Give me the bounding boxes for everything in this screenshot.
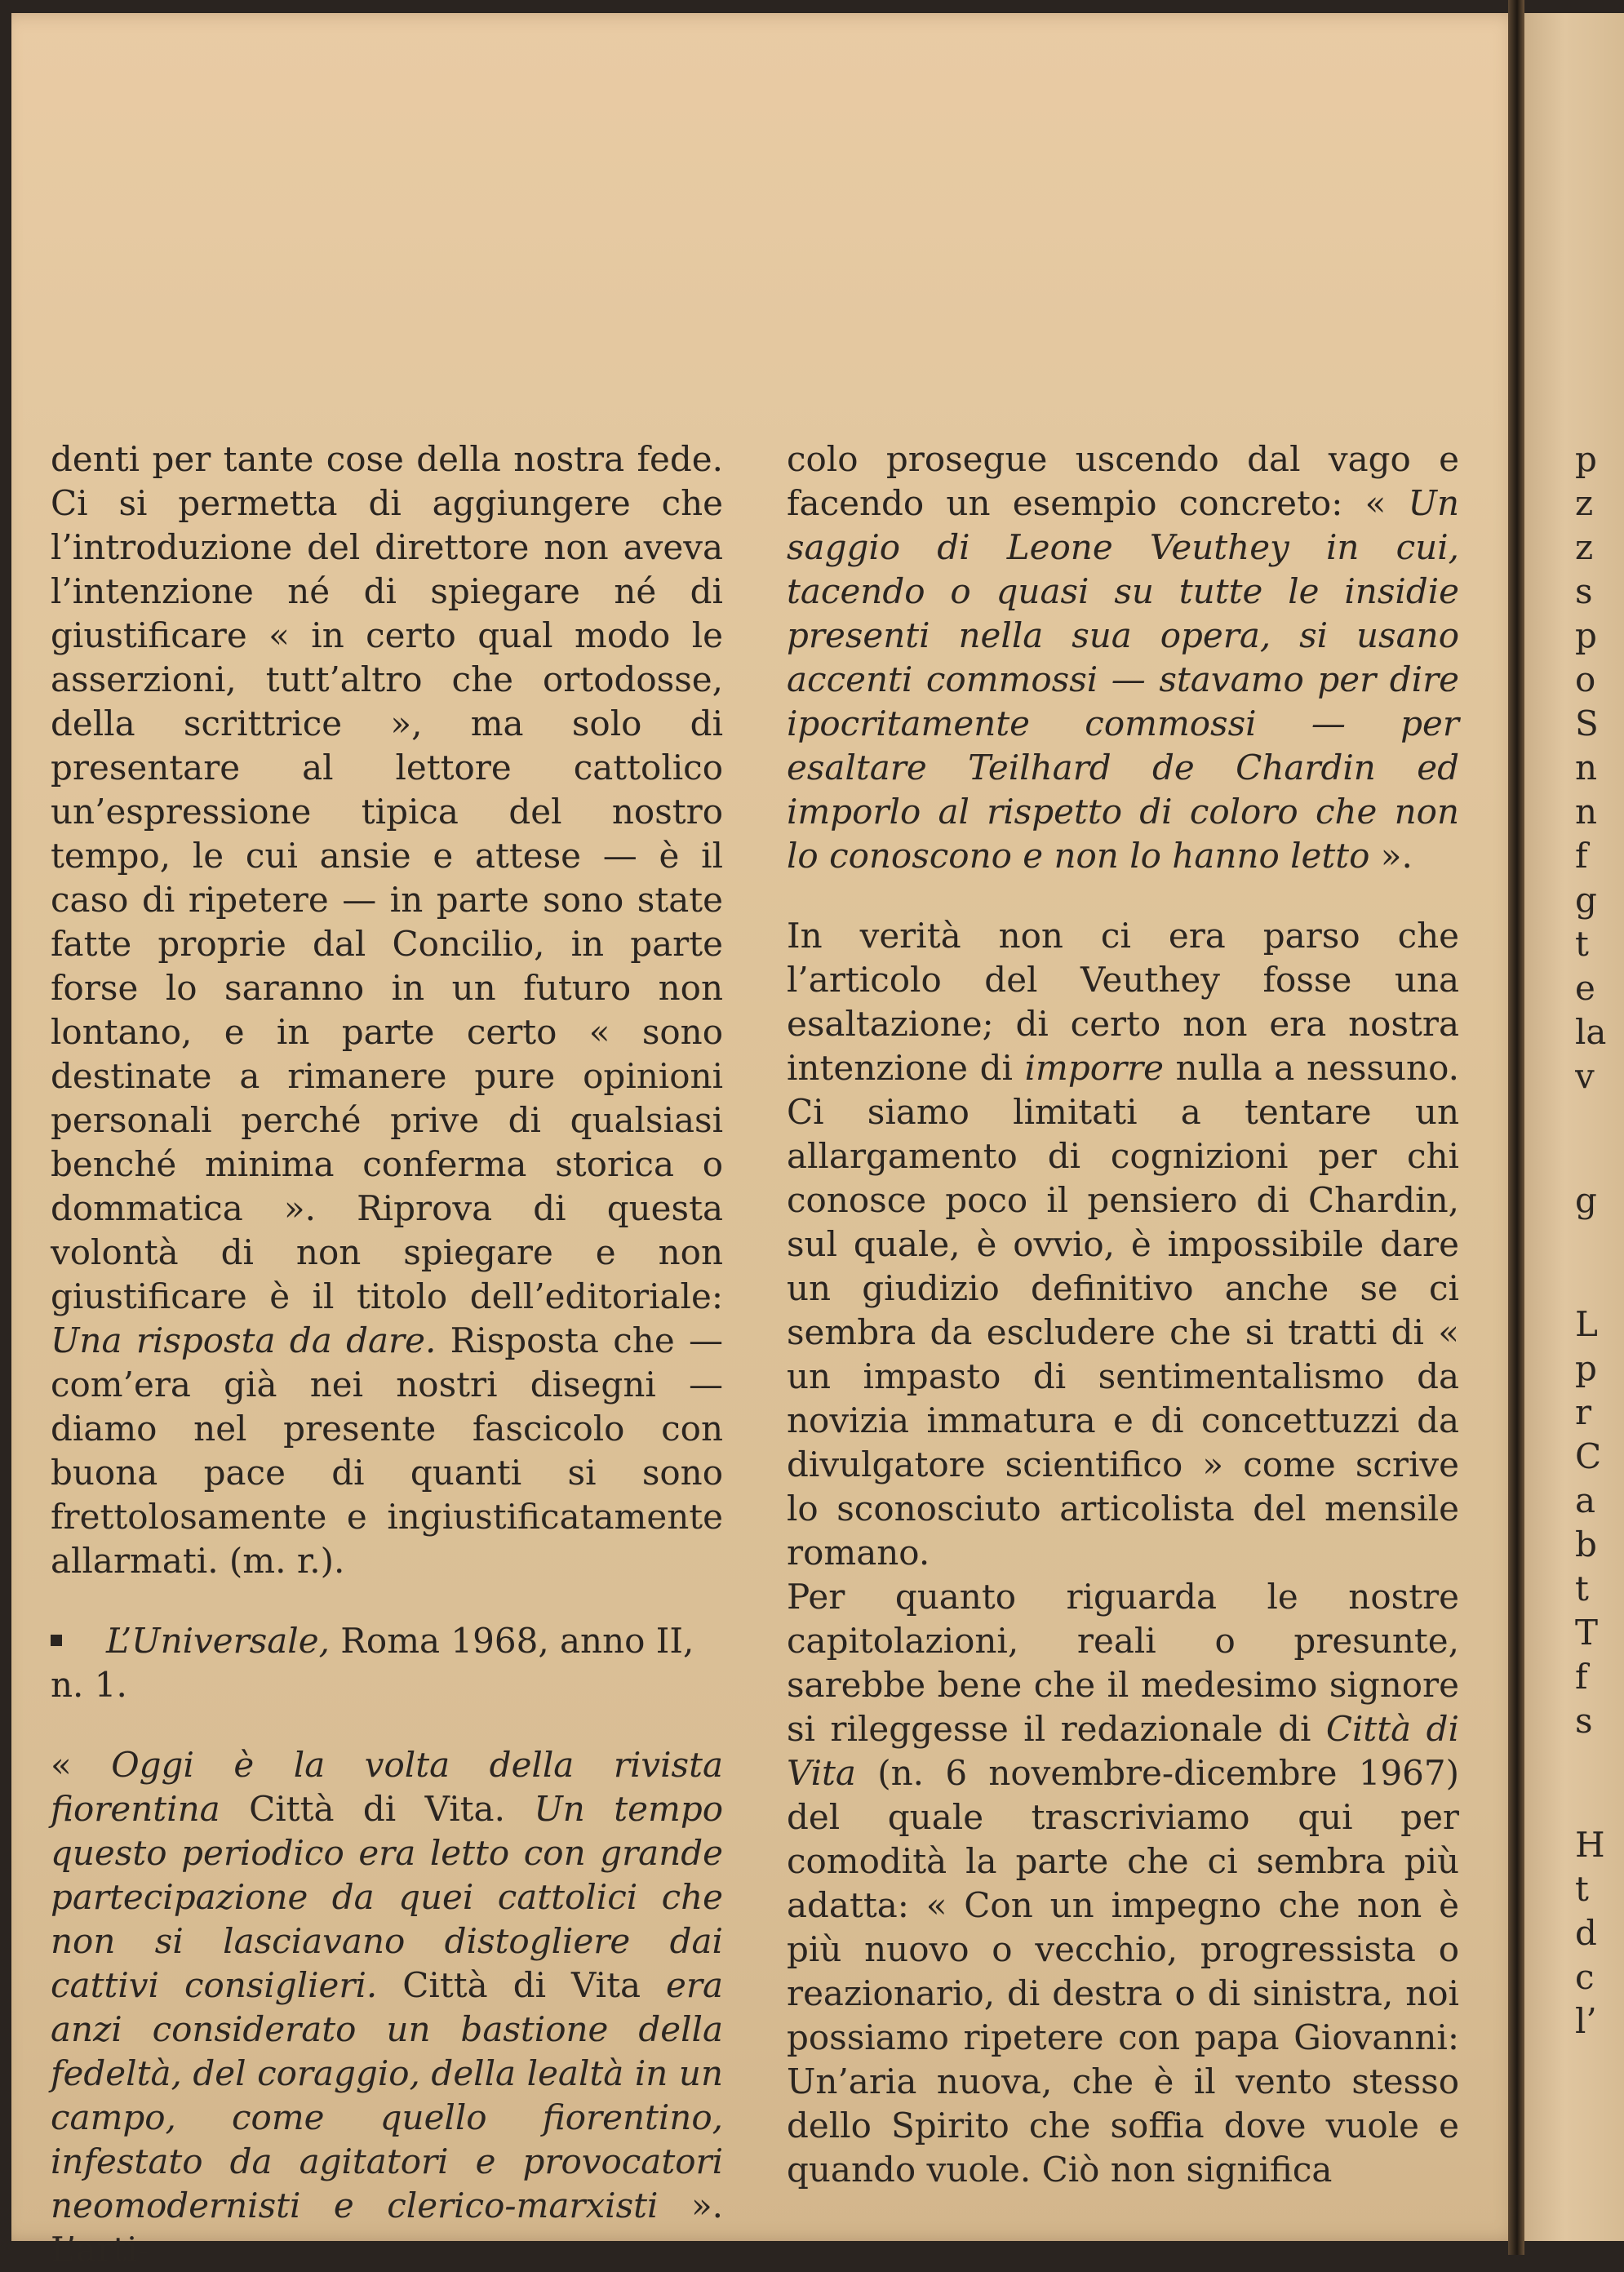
right-paragraph-2: In verità non ci era parso che l’articolo del Veuthey fosse una esaltazione; di certo non era nostra intenzione di imporre nulla a nessuno. Ci siamo limitati a tentare un allargamento di cognizioni per chi conosce poco il pensiero di Chardin, sul quale, è ovvio, è impossibile dare un giudizio definitivo anche se ci sembra da escludere che si tratti di « un impasto di sentimentalismo da novizia immatura e di concettuzzi da divulgatore scientifico » come scrive lo sconosciuto articolista del mensile romano.	[787, 916, 1459, 1573]
next-page-text-fragments: p z z s p o S n n f g t e la v g L p r C a b t T f s H t d c l’	[1575, 439, 1607, 2041]
bullet-marker	[51, 1635, 62, 1646]
left-paragraph-1: denti per tante cose della nostra fede. Ci si permetta di aggiungere che l’introduzione del direttore non aveva l’intenzione né di spiegare né di giustificare « in certo qual modo le asserzioni, tutt’altro che ortodosse, della scrittrice », ma solo di presentare al lettore cattolico un’espressione tipica del nostro tempo, le cui ansie e attese — è il caso di ripetere — in parte sono state fatte proprie dal Concilio, in parte forse lo saranno in un futuro non lontano, e in parte certo « sono destinate a rimanere pure opinioni personali perché prive di qualsiasi benché minima conferma storica o dommatica ». Riprova di questa volontà di non spiegare e non giustificare è il titolo dell’editoriale: Una risposta da dare. Risposta che — com’era già nei nostri disegni — diamo nel presente fascicolo con buona pace di quanti si sono frettolosamente e ingiustificatamente allarmati. (m. r.).	[51, 439, 723, 1581]
right-paragraph-1: colo prosegue uscendo dal vago e facendo un esempio concreto: « Un saggio di Leone Veuthey in cui, tacendo o quasi su tutte le insidie presenti nella sua opera, si usano accenti commossi — stavamo per dire ipocritamente commossi — per esaltare Teilhard de Chardin ed imporlo al rispetto di coloro che non lo conoscono e non lo hanno letto ».	[787, 439, 1459, 876]
left-quotation: « Oggi è la volta della rivista fiorentina Città di Vita. Un tempo questo periodico era letto con grande partecipazione da quei cattolici che non si lasciavano distogliere dai cattivi consiglieri. Città di Vita era anzi considerato un bastione della fedeltà, del coraggio, della lealtà in un campo, come quello fiorentino, infestato da agitatori e provocatori neomodernisti e clerico-marxisti ». L’arti-	[51, 1745, 724, 2270]
book-gutter	[1508, 0, 1524, 2255]
right-column	[787, 437, 1459, 2192]
left-column	[51, 437, 723, 2272]
editorial-title: Una risposta da dare.	[51, 1320, 437, 1360]
source-citation: L’Universale, Roma 1968, anno II, n. 1.	[51, 1621, 694, 1705]
right-paragraph-3: Per quanto riguarda le nostre capitolazioni, reali o presunte, sarebbe bene che il medesimo signore si rileggesse il redazionale di Città di Vita (n. 6 novembre-dicembre 1967) del quale trascriviamo qui per comodità la parte che ci sembra più adatta: « Con un impegno che non è più nuovo o vecchio, progressista o reazionario, di destra o di sinistra, noi possiamo ripetere con papa Giovanni: Un’aria nuova, che è il vento stesso dello Spirito che soffia dove vuole e quando vuole. Ciò non significa	[787, 1577, 1459, 2190]
